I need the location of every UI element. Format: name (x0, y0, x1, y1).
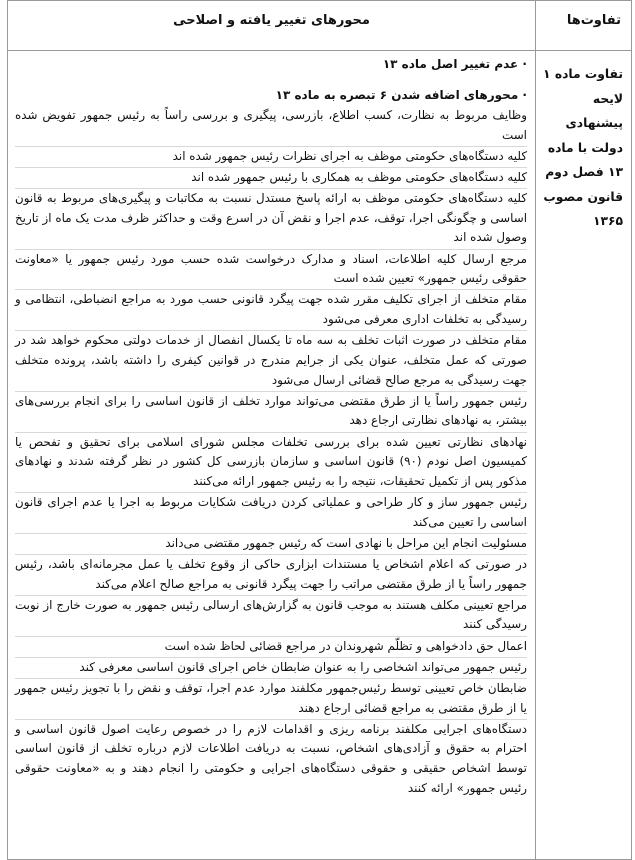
paragraph: کلیه دستگاه‌های حکومتی موظف به اجرای نظرات رئیس جمهور شده اند (15, 147, 527, 168)
bullet-item: · عدم تغییر اصل ماده ۱۳ (382, 57, 527, 71)
paragraph: مراجع تعیینی مکلف هستند به موجب قانون به گزارش‌های ارسالی رئیس جمهور به صورت خارج از نوبت رسیدگی کنند (15, 596, 527, 637)
bullet-item: · محورهای اضافه شدن ۶ تبصره به ماده ۱۳ (275, 88, 527, 102)
paragraph: ضابطان خاص تعیینی توسط رئیس‌جمهور مکلفند موارد عدم اجرا، توقف و نقض را با تجویز رئیس جمهور یا از طرق مقتضی به مراجع قضائی ارجاع دهند (15, 679, 527, 720)
paragraph-list (15, 106, 527, 799)
paragraph: مرجع ارسال کلیه اطلاعات، اسناد و مدارک درخواست شده حسب مورد رئیس جمهور یا «معاونت حقوقی رئیس جمهور» تعیین شده است (15, 250, 527, 291)
paragraph: رئیس جمهور راساً یا از طرق مقتضی می‌تواند موارد تخلف از قانون اساسی را برای انجام بررسی‌های بیشتر، به نهادهای نظارتی ارجاع دهد (15, 392, 527, 433)
paragraph: مقام متخلف از اجرای تکلیف مقرر شده جهت پیگرد قانونی حسب مورد به مراجع انضباطی، انتظامی و رسیدگی به تخلفات اداری معرفی می‌شود (15, 290, 527, 331)
axes-cell (8, 51, 536, 860)
paragraph: رئیس جمهور می‌تواند اشخاصی را به عنوان ضابطان خاص اجرای قانون اساسی معرفی کند (15, 658, 527, 679)
header-differences: تفاوت‌ها (536, 1, 632, 51)
paragraph: دستگاه‌های اجرایی مکلفند برنامه ریزی و اقدامات لازم را در خصوص رعایت اصول قانون اساسی و احترام به حقوق و آزادی‌های اشخاص، نسبت به دریافت اطلاعات لازم درباره تخلف از قانون اساسی توسط اشخاص حقیقی و حقوقی دستگاه‌های اجرایی و حکومتی را انجام دهند و به «معاونت حقوقی رئیس جمهور» ارائه کنند (15, 721, 527, 795)
paragraph: رئیس جمهور ساز و کار طراحی و عملیاتی کردن دریافت شکایات مربوط به اجرا یا عدم اجرای قانون اساسی را تعیین می‌کند (15, 493, 527, 534)
header-axes: محورهای تغییر یافته و اصلاحی (8, 1, 536, 51)
paragraph: مقام متخلف در صورت اثبات تخلف به سه ماه تا یکسال انفصال از خدمات دولتی محکوم خواهد شد در صورتی که عمل متخلف، عنوان یکی از جرایم مندرج در قوانین کیفری را داشته باشد، پرونده متخلف جهت رسیدگی به مرجع صالح قضائی ارسال می‌شود (15, 331, 527, 391)
paragraph: وظایف مربوط به نظارت، کسب اطلاع، بازرسی، پیگیری و بررسی راساً به رئیس جمهور تفویض شده است (15, 106, 527, 147)
paragraph: در صورتی که اعلام اشخاص یا مستندات ابزاری حاکی از وقوع تخلف یا عمل مجرمانه‌ای باشد، رئیس جمهور راساً یا از طرق مقتضی مراتب را جهت پیگرد قانونی به مراجع صالح اعلام می‌کند (15, 555, 527, 596)
differences-cell: تفاوت ماده ۱ لایحه پیشنهادی دولت با ماده ۱۳ فصل دوم قانون مصوب ۱۳۶۵ (536, 51, 632, 860)
comparison-table (7, 0, 632, 860)
paragraph: کلیه دستگاه‌های حکومتی موظف به همکاری با رئیس جمهور شده اند (15, 168, 527, 189)
paragraph: اعمال حق دادخواهی و تظلّم شهروندان در مراجع قضائی لحاظ شده است (15, 637, 527, 658)
paragraph: مسئولیت انجام این مراحل با نهادی است که رئیس جمهور مقتضی می‌داند (15, 534, 527, 555)
table-body-row (8, 51, 632, 860)
paragraph: نهادهای نظارتی تعیین شده برای بررسی تخلفات مجلس شورای اسلامی برای تحقیق و تفحص یا کمیسیون اصل نودم (۹۰) قانون اساسی و سازمان بازرسی کل کشور در نظر گرفته شدند و نهادهای مذکور پس از تکمیل تحقیقات، نتیجه را به رئیس جمهور ارائه می‌کنند (15, 433, 527, 493)
paragraph: کلیه دستگاه‌های حکومتی موظف به ارائه پاسخ مستدل نسبت به مکاتبات و پیگیری‌های مربوط به قانون اساسی و چگونگی اجرا، توقف، عدم اجرا و نقض آن در اسرع وقت و حداکثر ظرف مدت یک ماه از تاریخ وصول شده اند (15, 189, 527, 249)
table-header-row (8, 1, 632, 51)
